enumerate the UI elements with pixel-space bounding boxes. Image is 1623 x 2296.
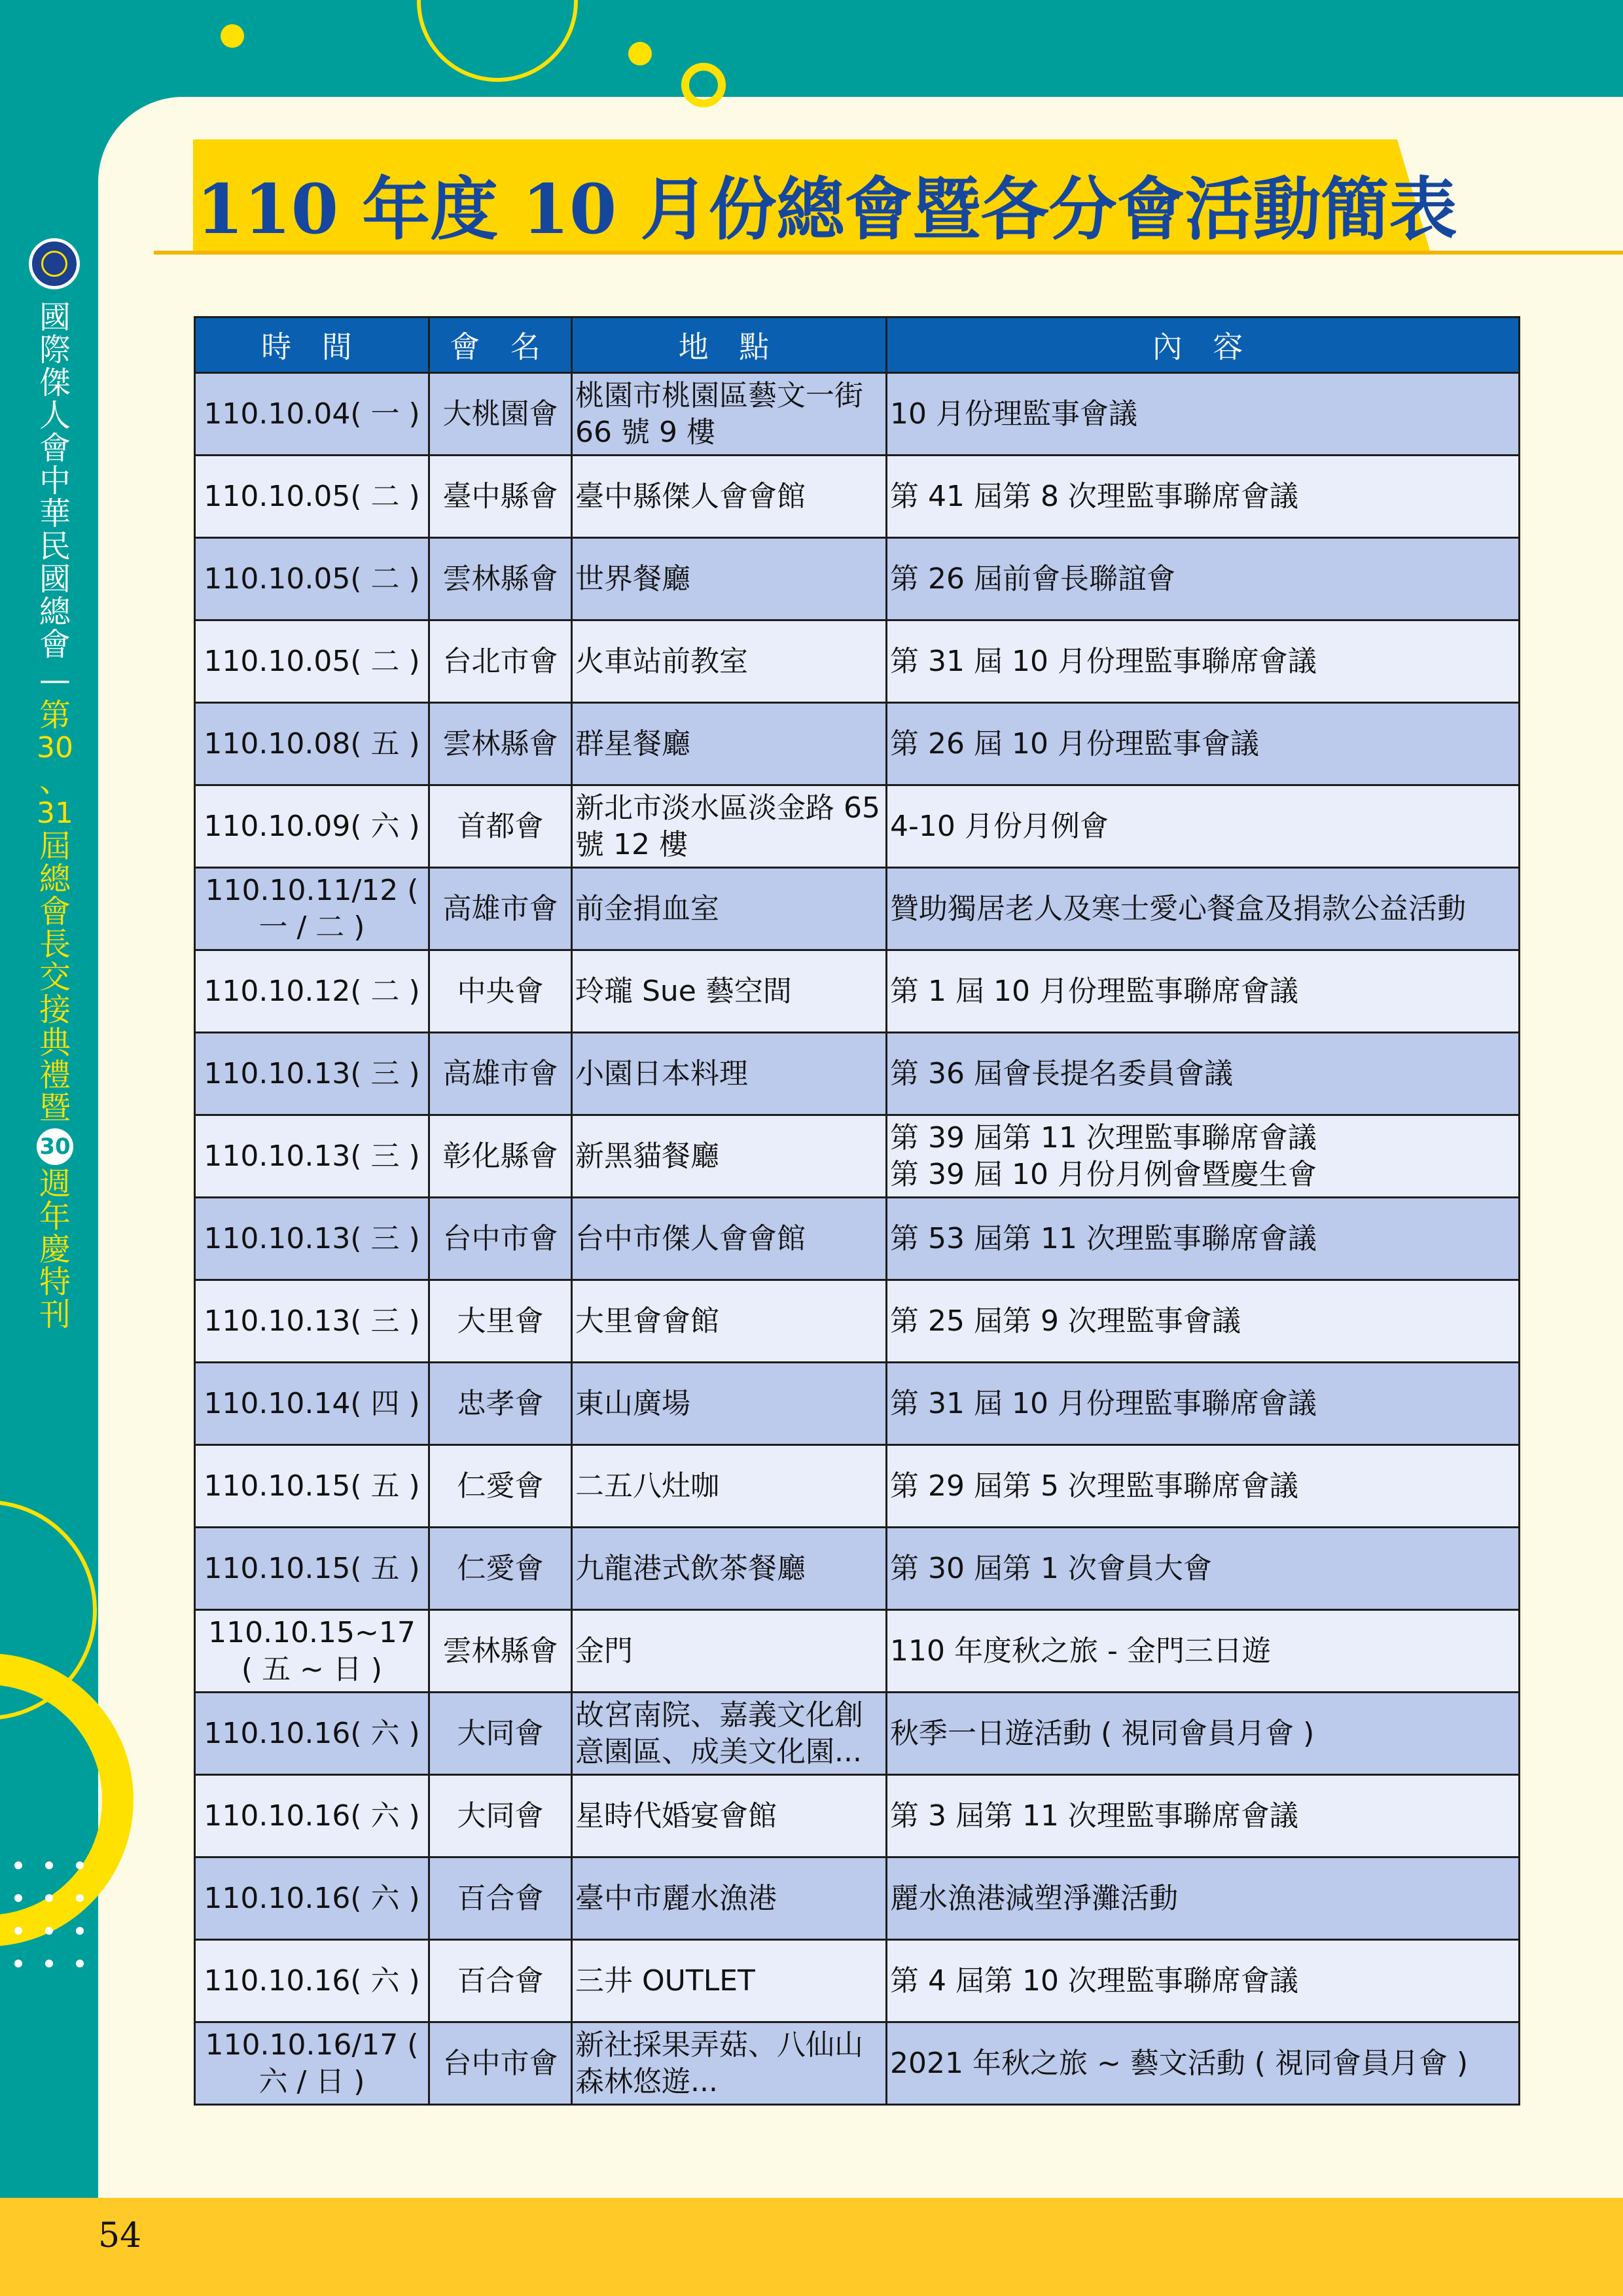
sidebar-num2: 31 (37, 797, 73, 830)
cell-club: 雲林縣會 (429, 1610, 572, 1693)
cell-date: 110.10.16( 六 ) (195, 1857, 429, 1940)
cell-content: 4-10 月份月例會 (887, 785, 1520, 868)
cell-place: 二五八灶咖 (572, 1445, 887, 1528)
cell-content: 第 26 屆前會長聯誼會 (887, 538, 1520, 620)
cell-club: 雲林縣會 (429, 703, 572, 785)
cell-place: 臺中縣傑人會會館 (572, 456, 887, 538)
activity-schedule-table (194, 316, 1520, 2106)
cell-club: 中央會 (429, 950, 572, 1033)
table-row (195, 1445, 1520, 1528)
cell-place: 桃園市桃園區藝文一街 66 號 9 樓 (572, 373, 887, 456)
cell-club: 首都會 (429, 785, 572, 868)
cell-place: 大里會會館 (572, 1280, 887, 1363)
cell-content: 2021 年秋之旅 ~ 藝文活動 ( 視同會員月會 ) (887, 2022, 1520, 2105)
cell-place: 東山廣場 (572, 1363, 887, 1445)
cell-club: 高雄市會 (429, 868, 572, 950)
cell-place: 小園日本料理 (572, 1033, 887, 1115)
cell-place: 新社採果弄菇、八仙山森林悠遊... (572, 2022, 887, 2105)
cell-place: 臺中市麗水漁港 (572, 1857, 887, 1940)
sidebar-line1: 第 (39, 697, 71, 734)
table-row (195, 1115, 1520, 1198)
cell-club: 大里會 (429, 1280, 572, 1363)
table-row (195, 1775, 1520, 1857)
cell-content: 10 月份理監事會議 (887, 373, 1520, 456)
header-time: 時 間 (195, 317, 429, 373)
table-row (195, 1693, 1520, 1775)
cell-content: 秋季一日遊活動 ( 視同會員月會 ) (887, 1693, 1520, 1775)
cell-club: 大同會 (429, 1693, 572, 1775)
cell-place: 世界餐廳 (572, 538, 887, 620)
cell-content: 第 36 屆會長提名委員會議 (887, 1033, 1520, 1115)
cell-date: 110.10.05( 二 ) (195, 538, 429, 620)
table-row (195, 1363, 1520, 1445)
cell-place: 新北市淡水區淡金路 65 號 12 樓 (572, 785, 887, 868)
table-row (195, 1940, 1520, 2022)
cell-place: 前金捐血室 (572, 868, 887, 950)
sidebar-sep: 、 (39, 762, 71, 799)
cell-content: 第 30 屆第 1 次會員大會 (887, 1528, 1520, 1610)
cell-club: 台中市會 (429, 2022, 572, 2105)
table-row (195, 868, 1520, 950)
cell-date: 110.10.16/17 ( 六 / 日 ) (195, 2022, 429, 2105)
cell-date: 110.10.12( 二 ) (195, 950, 429, 1033)
cell-content: 第 31 屆 10 月份理監事聯席會議 (887, 620, 1520, 703)
cell-club: 忠孝會 (429, 1363, 572, 1445)
cell-content: 第 41 屆第 8 次理監事聯席會議 (887, 456, 1520, 538)
table-row (195, 373, 1520, 456)
table-body (195, 373, 1520, 2105)
table-row (195, 456, 1520, 538)
cell-date: 110.10.16( 六 ) (195, 1775, 429, 1857)
cell-content: 第 29 屆第 5 次理監事聯席會議 (887, 1445, 1520, 1528)
cell-date: 110.10.11/12 ( 一 / 二 ) (195, 868, 429, 950)
cell-content: 麗水漁港減塑淨灘活動 (887, 1857, 1520, 1940)
header-club: 會 名 (429, 317, 572, 373)
table-row (195, 785, 1520, 868)
cell-club: 雲林縣會 (429, 538, 572, 620)
cell-place: 九龍港式飲茶餐廳 (572, 1528, 887, 1610)
cell-club: 大桃園會 (429, 373, 572, 456)
cell-club: 百合會 (429, 1857, 572, 1940)
cell-place: 星時代婚宴會館 (572, 1775, 887, 1857)
cell-content: 第 4 屆第 10 次理監事聯席會議 (887, 1940, 1520, 2022)
cell-content: 第 26 屆 10 月份理監事會議 (887, 703, 1520, 785)
cell-content: 110 年度秋之旅 - 金門三日遊 (887, 1610, 1520, 1693)
table-row (195, 1610, 1520, 1693)
table-row (195, 1198, 1520, 1280)
cell-place: 台中市傑人會會館 (572, 1198, 887, 1280)
cell-content: 第 31 屆 10 月份理監事聯席會議 (887, 1363, 1520, 1445)
cell-place: 火車站前教室 (572, 620, 887, 703)
cell-club: 仁愛會 (429, 1528, 572, 1610)
bottom-yellow-band (0, 2198, 1623, 2296)
cell-content: 第 39 屆第 11 次理監事聯席會議 第 39 屆 10 月份月例會暨慶生會 (887, 1115, 1520, 1198)
cell-date: 110.10.15~17 ( 五 ~ 日 ) (195, 1610, 429, 1693)
cell-club: 百合會 (429, 1940, 572, 2022)
cell-date: 110.10.08( 五 ) (195, 703, 429, 785)
cell-content: 贊助獨居老人及寒士愛心餐盒及捐款公益活動 (887, 868, 1520, 950)
header-place: 地 點 (572, 317, 887, 373)
cell-date: 110.10.05( 二 ) (195, 620, 429, 703)
anniversary-badge: 30 (37, 1128, 73, 1165)
cell-place: 金門 (572, 1610, 887, 1693)
cell-date: 110.10.13( 三 ) (195, 1115, 429, 1198)
cell-date: 110.10.13( 三 ) (195, 1280, 429, 1363)
sidebar-dash: — (39, 662, 71, 698)
table-row (195, 1280, 1520, 1363)
table-row (195, 538, 1520, 620)
cell-club: 彰化縣會 (429, 1115, 572, 1198)
cell-content: 第 25 屆第 9 次理監事會議 (887, 1280, 1520, 1363)
table-row (195, 1857, 1520, 1940)
cell-place: 新黑貓餐廳 (572, 1115, 887, 1198)
table-row (195, 2022, 1520, 2105)
cell-date: 110.10.05( 二 ) (195, 456, 429, 538)
cell-club: 高雄市會 (429, 1033, 572, 1115)
table-row (195, 703, 1520, 785)
table-row (195, 950, 1520, 1033)
cell-place: 群星餐廳 (572, 703, 887, 785)
table-row (195, 1033, 1520, 1115)
page-number: 54 (98, 2216, 142, 2255)
cell-date: 110.10.04( 一 ) (195, 373, 429, 456)
cell-club: 大同會 (429, 1775, 572, 1857)
cell-date: 110.10.16( 六 ) (195, 1693, 429, 1775)
cell-place: 三井 OUTLET (572, 1940, 887, 2022)
cell-club: 臺中縣會 (429, 456, 572, 538)
cell-date: 110.10.14( 四 ) (195, 1363, 429, 1445)
sidebar-num1: 30 (37, 731, 73, 764)
cell-date: 110.10.15( 五 ) (195, 1528, 429, 1610)
cell-date: 110.10.16( 六 ) (195, 1940, 429, 2022)
sidebar-vertical-title (34, 301, 76, 1331)
organization-emblem-icon (29, 238, 80, 289)
cell-content: 第 1 屆 10 月份理監事聯席會議 (887, 950, 1520, 1033)
cell-place: 故宮南院、嘉義文化創意園區、成美文化園... (572, 1693, 887, 1775)
table-row (195, 620, 1520, 703)
cell-club: 台中市會 (429, 1198, 572, 1280)
cell-content: 第 53 屆第 11 次理監事聯席會議 (887, 1198, 1520, 1280)
table-header-row (195, 317, 1520, 373)
header-content: 內 容 (887, 317, 1520, 373)
cell-club: 仁愛會 (429, 1445, 572, 1528)
cell-date: 110.10.13( 三 ) (195, 1033, 429, 1115)
cell-date: 110.10.09( 六 ) (195, 785, 429, 868)
page-title: 110 年度 10 月份總會暨各分會活動簡表 (196, 169, 1457, 249)
cell-date: 110.10.15( 五 ) (195, 1445, 429, 1528)
cell-date: 110.10.13( 三 ) (195, 1198, 429, 1280)
cell-club: 台北市會 (429, 620, 572, 703)
sidebar-line2: 屆總會長交接典禮暨 (39, 828, 71, 1126)
sidebar-line3: 週年慶特刊 (39, 1166, 71, 1333)
table-row (195, 1528, 1520, 1610)
cell-content: 第 3 屆第 11 次理監事聯席會議 (887, 1775, 1520, 1857)
sidebar-org-name: 國際傑人會中華民國總會 (39, 299, 71, 663)
cell-place: 玲瓏 Sue 藝空間 (572, 950, 887, 1033)
